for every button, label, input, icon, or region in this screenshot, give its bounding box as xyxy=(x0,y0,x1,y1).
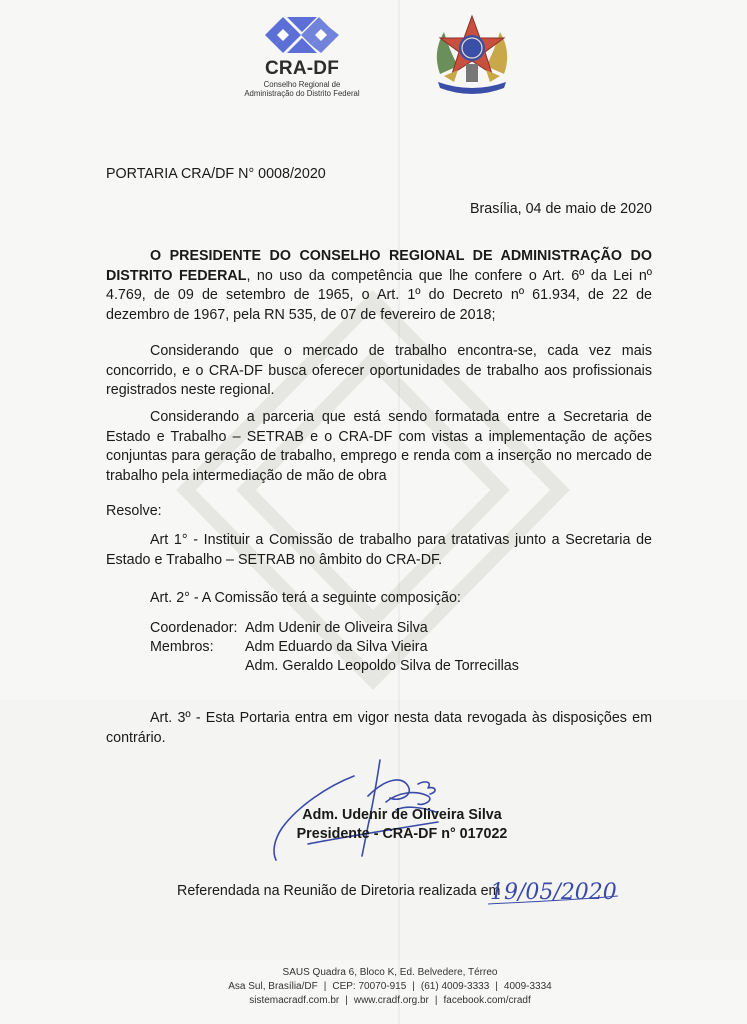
resolve-label: Resolve: xyxy=(106,503,162,519)
article-3: Art. 3º - Esta Portaria entra em vigor nesta data revogada às disposições em contrário. xyxy=(106,710,652,746)
footer-city: Asa Sul, Brasília/DF xyxy=(228,981,318,992)
signatory-role: Presidente - CRA-DF n° 017022 xyxy=(296,826,508,842)
article-1: Art 1° - Instituir a Comissão de trabalho para tratativas junto a Secretaria de Estado e Trabalho – SETRAB no âmbito do CRA-DF. xyxy=(106,532,652,568)
coat-of-arms-icon xyxy=(428,12,516,100)
footer-facebook: facebook.com/cradf xyxy=(443,995,531,1006)
members-label: Membros: xyxy=(150,639,214,655)
coordinator-label: Coordenador: xyxy=(150,620,238,636)
scan-fold-line xyxy=(398,0,400,1024)
consideration-2: Considerando a parceria que está sendo formatada entre a Secretaria de Estado e Trabalho – SETRAB e o CRA-DF com vistas a implementação de ações conjuntas para geração de trabalho, emprego e renda com a inserção no mercado de trabalho pela intermediação de mão de obra xyxy=(106,409,652,484)
member-1: Adm Eduardo da Silva Vieira xyxy=(245,639,428,655)
cra-logo xyxy=(237,14,367,98)
footer-email: sistemacradf.com.br xyxy=(249,995,340,1006)
handwritten-date-text: 19/05/2020 xyxy=(490,880,617,905)
document-title: PORTARIA CRA/DF N° 0008/2020 xyxy=(106,166,326,182)
intro-paragraph xyxy=(106,247,652,325)
intro-bold-heading: O PRESIDENTE DO CONSELHO REGIONAL DE ADMINISTRAÇÃO DO DISTRITO FEDERAL xyxy=(106,248,652,284)
handwritten-date xyxy=(486,872,626,910)
footer-address xyxy=(190,966,590,1008)
org-abbreviation: CRA-DF xyxy=(264,58,340,79)
cra-logo-icon xyxy=(263,14,341,56)
date-line: Brasília, 04 de maio de 2020 xyxy=(469,201,652,217)
footer-cep: CEP: 70070-915 xyxy=(332,981,407,992)
article-2: Art. 2° - A Comissão terá a seguinte composição: xyxy=(150,590,461,606)
footer-line-1: SAUS Quadra 6, Bloco K, Ed. Belvedere, Térreo xyxy=(282,967,498,978)
footer-line-2: Asa Sul, Brasília/DF | CEP: 70070-915 | (61) 4009-3333 | 4009-3334 xyxy=(228,981,552,992)
footer-line-3: sistemacradf.com.br | www.cradf.org.br | facebook.com/cradf xyxy=(249,995,531,1006)
footer-phone-1: (61) 4009-3333 xyxy=(420,981,490,992)
org-name-line-1: Conselho Regional de xyxy=(263,80,341,89)
footer-website: www.cradf.org.br xyxy=(353,995,429,1006)
footer-phone-2: 4009-3334 xyxy=(503,981,552,992)
member-2: Adm. Geraldo Leopoldo Silva de Torrecillas xyxy=(245,658,519,674)
consideration-1: Considerando que o mercado de trabalho encontra-se, cada vez mais concorrido, e o CRA-DF busca oferecer oportunidades de trabalho aos profissionais registrados neste regional. xyxy=(106,343,652,398)
referendum-text: Referendada na Reunião de Diretoria realizada em xyxy=(177,883,501,899)
signatory-name: Adm. Udenir de Oliveira Silva xyxy=(302,807,502,823)
coordinator-name: Adm Udenir de Oliveira Silva xyxy=(245,620,428,636)
org-name-line-2: Administração do Distrito Federal xyxy=(244,89,360,98)
intro-text: , no uso da competência que lhe confere o Art. 6º da Lei nº 4.769, de 09 de setembro de 1965, o Art. 1º do Decreto nº 61.934, de 22 de dezembro de 1967, pela RN 535, de 07 de fevereiro de 2018; xyxy=(106,267,652,323)
signature-block xyxy=(287,806,517,844)
